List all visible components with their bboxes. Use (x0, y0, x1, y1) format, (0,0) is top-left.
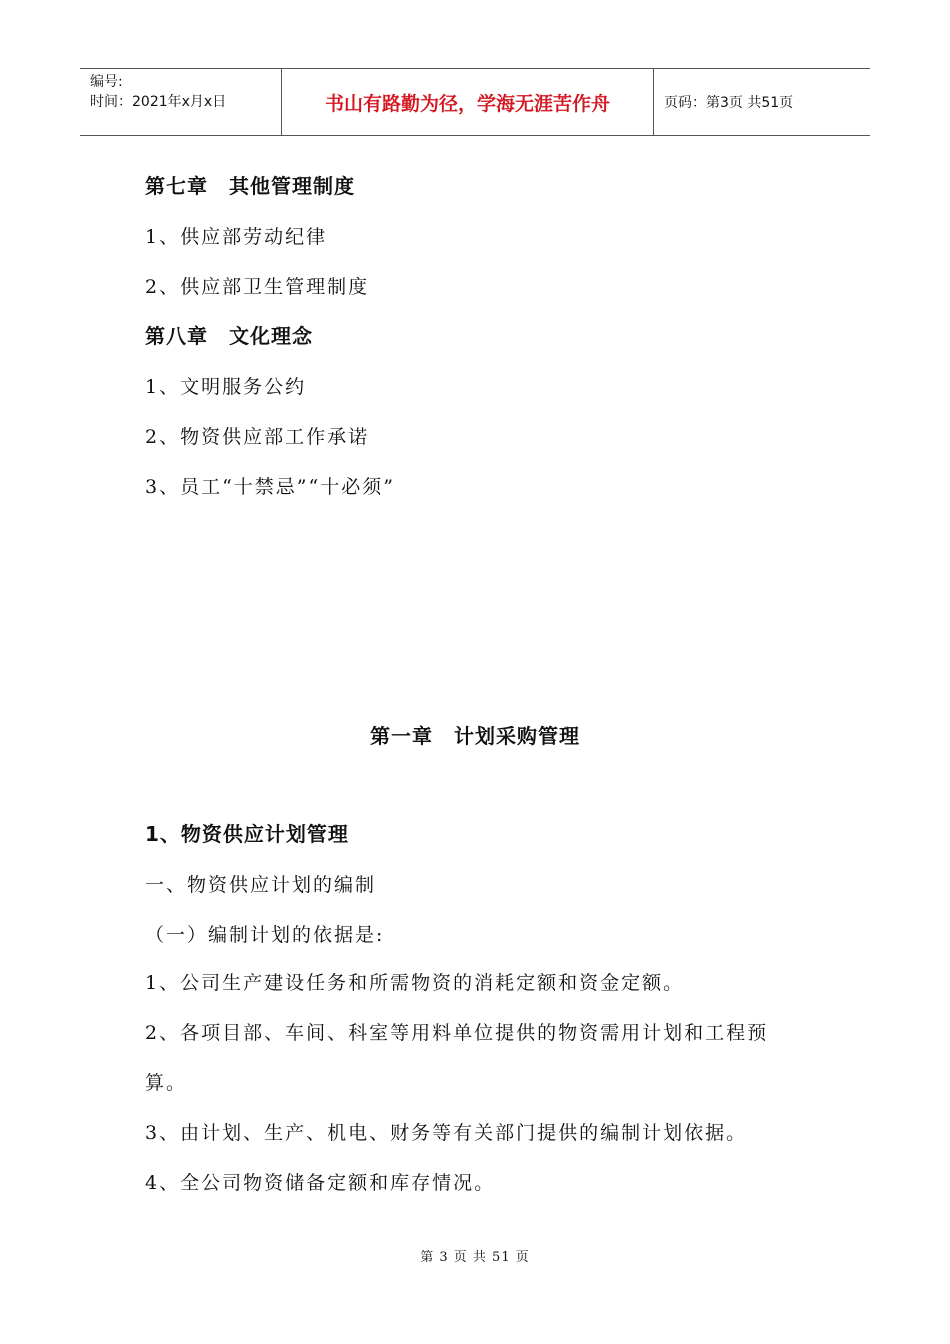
header-page-info: 页码：第3页 共51页 (664, 95, 794, 111)
body-item: 2、各项目部、车间、科室等用料单位提供的物资需用计划和工程预 (145, 1022, 769, 1044)
body-item: 4、全公司物资储备定额和库存情况。 (145, 1172, 496, 1194)
section1-title: 1、物资供应计划管理 (145, 822, 349, 846)
body-item: 1、公司生产建设任务和所需物资的消耗定额和资金定额。 (145, 972, 685, 994)
toc-item: 1、供应部劳动纪律 (145, 226, 328, 248)
toc-item: 2、物资供应部工作承诺 (145, 426, 370, 448)
subsection-title: （一）编制计划的依据是: (145, 924, 385, 946)
date-label: 时间：2021年x月x日 (90, 94, 227, 110)
document-header (80, 68, 870, 136)
page-footer: 第 3 页 共 51 页 (420, 1250, 530, 1265)
header-motto: 书山有路勤为径，学海无涯苦作舟 (282, 69, 654, 135)
body-item-continuation: 算。 (145, 1072, 188, 1094)
subsection-title: 一、物资供应计划的编制 (145, 874, 377, 896)
toc-item: 1、文明服务公约 (145, 376, 307, 398)
toc-chapter7: 第七章 其他管理制度 (145, 174, 355, 198)
toc-chapter8: 第八章 文化理念 (145, 324, 313, 348)
header-meta (80, 69, 282, 135)
number-label: 编号: (90, 74, 123, 90)
toc-item: 2、供应部卫生管理制度 (145, 276, 370, 298)
toc-item: 3、员工“十禁忌”“十必须” (145, 476, 395, 498)
chapter1-title: 第一章 计划采购管理 (370, 724, 580, 748)
body-item: 3、由计划、生产、机电、财务等有关部门提供的编制计划依据。 (145, 1122, 748, 1144)
